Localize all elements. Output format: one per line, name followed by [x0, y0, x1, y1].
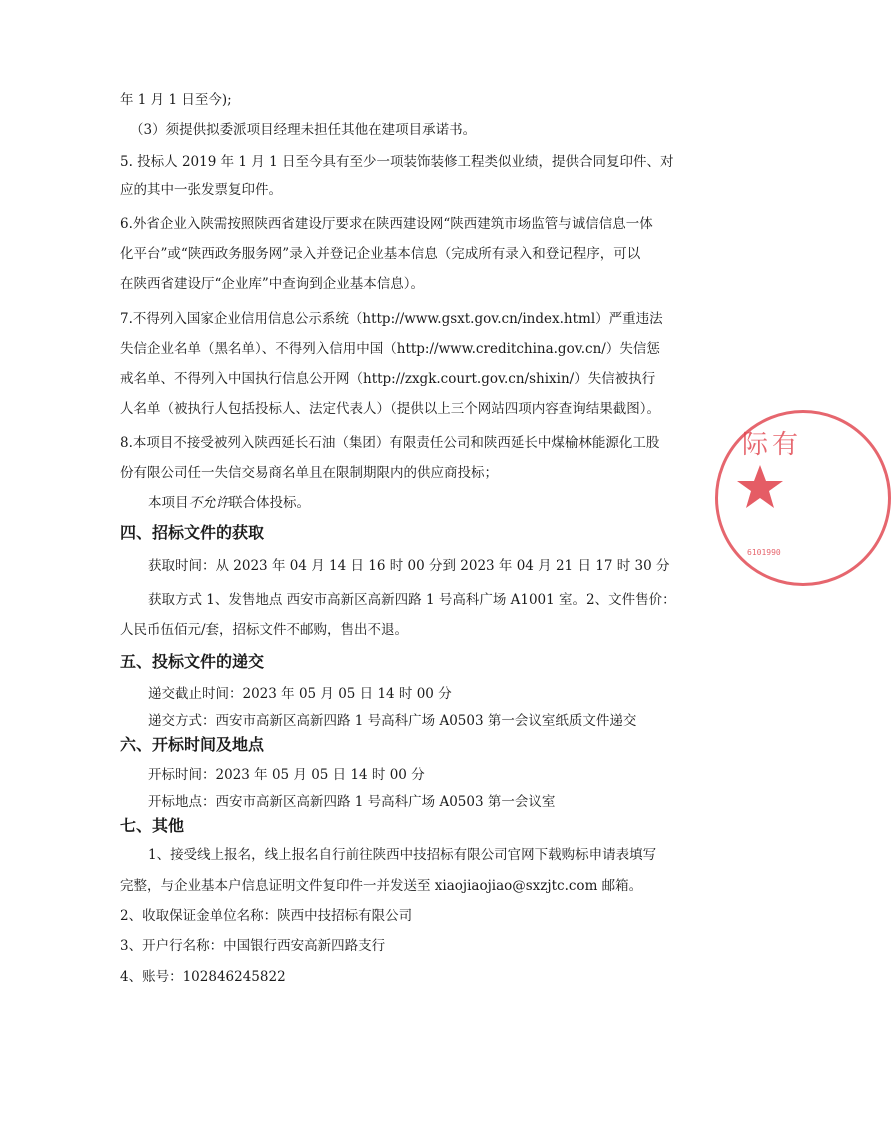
star-icon	[735, 463, 785, 511]
text-line: 戒名单、不得列入中国执行信息公开网（http://zxgk.court.gov.cn/shixin/）失信被执行	[120, 371, 656, 387]
section-heading: 四、招标文件的获取	[120, 523, 265, 542]
text-line: （3）须提供拟委派项目经理未担任其他在建项目承诺书。	[130, 122, 477, 138]
text-line: 人民币伍佰元/套，招标文件不邮购，售出不退。	[120, 622, 409, 638]
text-line: 4、账号：102846245822	[120, 969, 286, 985]
text-line: 开标时间：2023 年 05 月 05 日 14 时 00 分	[148, 767, 425, 783]
text-line: 年 1 月 1 日至今);	[120, 92, 232, 108]
text-segment: 联合体投标。	[229, 495, 310, 511]
text-line: 化平台”或“陕西政务服务网”录入并登记企业基本信息（完成所有录入和登记程序，可以	[120, 246, 641, 262]
text-line: 应的其中一张发票复印件。	[120, 182, 282, 198]
text-line: 人名单（被执行人包括投标人、法定代表人）（提供以上三个网站四项内容查询结果截图）。	[120, 401, 660, 417]
seal-number: 6101990	[747, 548, 781, 557]
text-line: 份有限公司任一失信交易商名单且在限制期限内的供应商投标；	[120, 465, 498, 481]
text-line: 在陕西省建设厅“企业库”中查询到企业基本信息）。	[120, 276, 425, 292]
section-heading: 五、投标文件的递交	[120, 652, 265, 671]
text-line: 1、接受线上报名，线上报名自行前往陕西中技招标有限公司官网下载购标申请表填写	[148, 847, 657, 863]
text-line: 完整，与企业基本户信息证明文件复印件一并发送至 xiaojiaojiao@sxzjtc.com 邮箱。	[120, 878, 643, 894]
text-line: 递交方式：西安市高新区高新四路 1 号高科广场 A0503 第一会议室纸质文件递交	[148, 713, 637, 729]
text-line: 7.不得列入国家企业信用信息公示系统（http://www.gsxt.gov.cn/index.html）严重违法	[120, 311, 663, 327]
text-line: 失信企业名单（黑名单）、不得列入信用中国（http://www.creditchina.gov.cn/）失信惩	[120, 341, 660, 357]
text-line: 5. 投标人 2019 年 1 月 1 日至今具有至少一项装饰装修工程类似业绩，提供合同复印件、对	[120, 154, 674, 170]
section-heading: 六、开标时间及地点	[120, 735, 265, 754]
text-line: 3、开户行名称：中国银行西安高新四路支行	[120, 938, 386, 954]
seal-text: 际有	[742, 430, 803, 460]
section-heading: 七、其他	[120, 816, 185, 835]
emphasis-text: 不允许	[188, 495, 229, 511]
text-line: 获取时间：从 2023 年 04 月 14 日 16 时 00 分到 2023 年 04 月 21 日 17 时 30 分	[148, 558, 670, 574]
text-line: 2、收取保证金单位名称：陕西中技招标有限公司	[120, 908, 413, 924]
text-line: 递交截止时间：2023 年 05 月 05 日 14 时 00 分	[148, 686, 452, 702]
text-line	[148, 493, 310, 513]
text-line: 6.外省企业入陕需按照陕西省建设厅要求在陕西建设网“陕西建筑市场监管与诚信信息一体	[120, 216, 653, 232]
text-line: 8.本项目不接受被列入陕西延长石油（集团）有限责任公司和陕西延长中煤榆林能源化工股	[120, 435, 660, 451]
text-line: 获取方式 1、发售地点 西安市高新区高新四路 1 号高科广场 A1001 室。2、文件售价：	[148, 592, 676, 608]
text-segment: 本项目	[148, 495, 189, 511]
text-line: 开标地点：西安市高新区高新四路 1 号高科广场 A0503 第一会议室	[148, 794, 556, 810]
